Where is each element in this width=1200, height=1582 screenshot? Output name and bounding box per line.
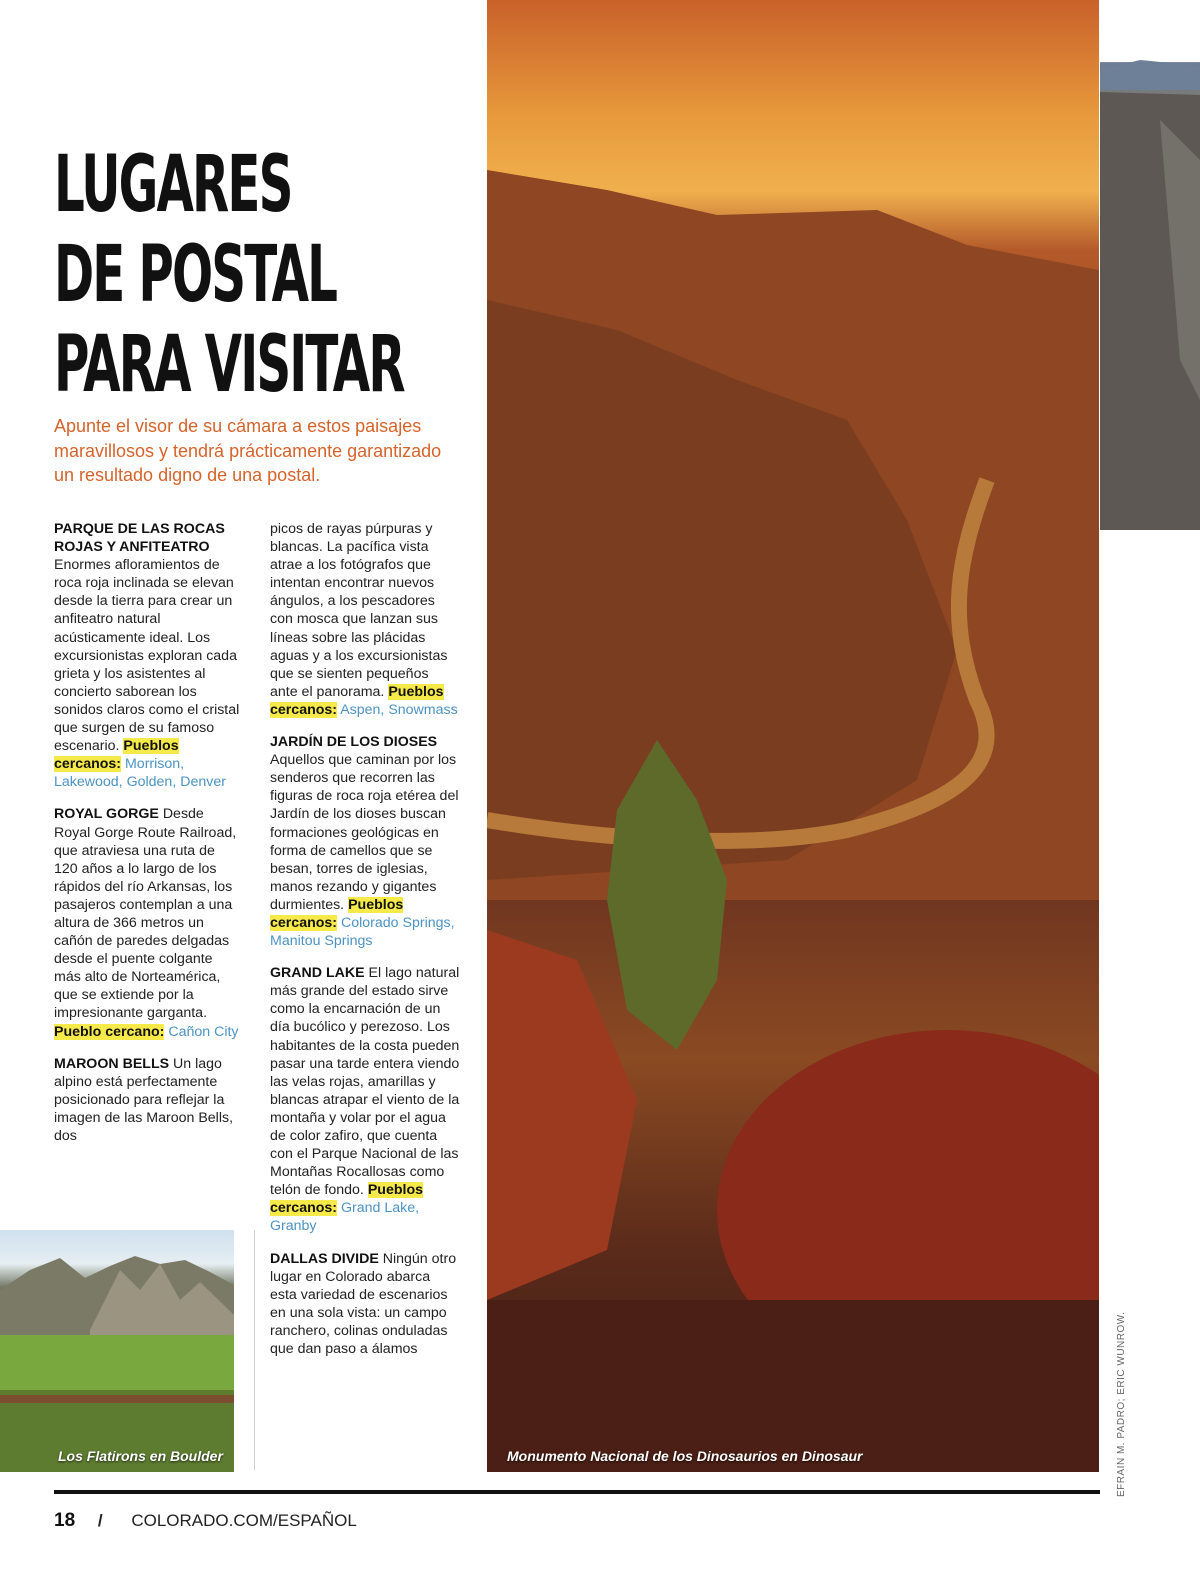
section-body: picos de rayas púrpuras y blancas. La pacífica vista atrae a los fotógrafos que intentan encontrar nuevos ángulos, a los pescadores con mosca que lanzan sus líneas sobre las plácidas aguas y a los excursionistas que se sienten pequeños ante el panorama. bbox=[270, 521, 448, 700]
intro-text: Apunte el visor de su cámara a estos paisajes maravillosos y tendrá prácticamente garantizado un resultado digno de una postal. bbox=[54, 416, 442, 485]
section-heading: DALLAS DIVIDE bbox=[270, 1250, 379, 1267]
flatirons-illustration bbox=[0, 1230, 234, 1472]
canyon-illustration bbox=[487, 0, 1099, 1472]
flatirons-photo bbox=[0, 1230, 234, 1472]
sky bbox=[1100, 0, 1200, 62]
section-grand bbox=[270, 964, 460, 1235]
section-heading: MAROON BELLS bbox=[54, 1055, 170, 1072]
text-column-1 bbox=[54, 520, 242, 1159]
nearby-label: Pueblos cercanos: bbox=[270, 683, 444, 718]
section-rocas bbox=[54, 520, 242, 791]
royal-gorge-photo-strip bbox=[1100, 0, 1200, 530]
dinosaur-canyon-photo bbox=[487, 0, 1099, 1472]
page-title bbox=[54, 140, 404, 410]
photo-credit: EFRAIN M. PADRO; ERIC WUNROW. bbox=[1116, 1311, 1127, 1497]
gorge-illustration bbox=[1100, 0, 1200, 530]
nearby-label: Pueblo cercano: bbox=[54, 1023, 165, 1040]
section-maroon bbox=[54, 1055, 242, 1145]
text-column-2 bbox=[270, 520, 460, 1372]
photo-caption: Los Flatirons en Boulder bbox=[58, 1448, 223, 1464]
section-body: Un lago alpino está perfectamente posicionado para reflejar la imagen de las Maroon Bells, dos bbox=[54, 1055, 234, 1144]
section-body: Aquellos que caminan por los senderos que recorren las figuras de roca roja etérea del Jardín de los dioses buscan formaciones geológicas en forma de camellos que se besan, torres de iglesias, manos rezando y gigantes durmientes. bbox=[270, 752, 459, 913]
section-body: Desde Royal Gorge Route Railroad, que atraviesa una ruta de 120 años a lo largo de los rápidos del río Arkansas, los pasajeros contemplan a una altura de 366 metros un cañón de paredes delgadas desde el puente colgante más alto de Norteamérica, que se extiende por la impresionante garganta. bbox=[54, 806, 237, 1022]
section-jardin bbox=[270, 733, 460, 950]
photo-caption: Monumento Nacional de los Dinosaurios en Dinosaur bbox=[507, 1448, 863, 1464]
section-royal bbox=[54, 805, 242, 1040]
section-dallas bbox=[270, 1250, 460, 1359]
section-heading: ROYAL GORGE bbox=[54, 806, 159, 823]
title-line-1: LUGARES bbox=[54, 140, 292, 230]
nearby-towns: Grand Lake, Granby bbox=[270, 1200, 420, 1235]
nearby-towns: Colorado Springs, Manitou Springs bbox=[270, 914, 455, 950]
page-footer bbox=[54, 1510, 357, 1532]
red-rock-left bbox=[487, 930, 637, 1300]
foreground-rocks bbox=[487, 1300, 1099, 1472]
section-body: Ningún otro lugar en Colorado abarca esta variedad de escenarios en una sola vista: un campo ranchero, colinas onduladas que dan paso a álamos bbox=[270, 1250, 457, 1358]
nearby-label: Pueblos cercanos: bbox=[270, 896, 404, 931]
nearby-towns: Morrison, Lakewood, Golden, Denver bbox=[54, 756, 226, 791]
footer-separator: / bbox=[97, 1511, 103, 1530]
title-line-3: PARA VISITAR bbox=[54, 320, 404, 410]
wooden-bridge bbox=[0, 1395, 234, 1403]
section-heading: PARQUE DE LAS ROCAS ROJAS Y ANFITEATRO bbox=[54, 521, 225, 556]
nearby-towns: Cañon City bbox=[168, 1023, 239, 1040]
page-number: 18 bbox=[54, 1510, 76, 1531]
column-divider bbox=[254, 1230, 255, 1470]
nearby-label: Pueblos cercanos: bbox=[54, 738, 179, 773]
section-heading: GRAND LAKE bbox=[270, 965, 365, 982]
section-body: Enormes afloramientos de roca roja inclinada se elevan desde la tierra para crear un anfiteatro natural acústicamente ideal. Los excursionistas exploran cada grieta y los asistentes al concierto saborean los sonidos claros como el cristal que surgen de su famoso escenario. bbox=[54, 557, 240, 755]
section-heading: JARDÍN DE LOS DIOSES bbox=[270, 734, 438, 751]
footer-site: COLORADO.COM/ESPAÑOL bbox=[131, 1511, 357, 1530]
nearby-label: Pueblos cercanos: bbox=[270, 1182, 424, 1217]
section-maroon-continued bbox=[270, 520, 460, 719]
meadow bbox=[0, 1335, 234, 1395]
title-line-2: DE POSTAL bbox=[54, 230, 337, 320]
section-body: El lago natural más grande del estado sirve como la encarnación de un día bucólico y perezoso. Los habitantes de la costa pueden pasar una tarde entera viendo las velas rojas, amarillas y blancas atrapar el viento de la montaña y volar por el agua de color zafiro, que cuenta con el Parque Nacional de las Montañas Rocallosas como telón de fondo. bbox=[270, 965, 460, 1199]
distant-mountains bbox=[1100, 60, 1200, 90]
footer-rule bbox=[54, 1490, 1100, 1494]
nearby-towns: Aspen, Snowmass bbox=[340, 701, 458, 718]
